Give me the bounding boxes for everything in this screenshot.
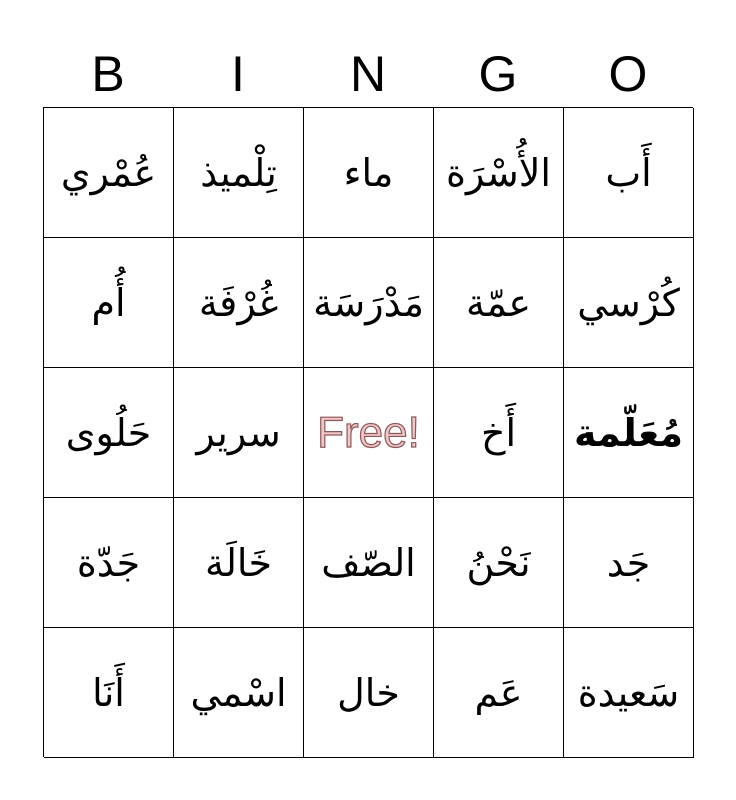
- bingo-cell[interactable]: عمّة: [434, 238, 564, 368]
- bingo-cell[interactable]: عَم: [434, 628, 564, 758]
- header-letter-g: G: [478, 46, 518, 102]
- bingo-cell[interactable]: تِلْميذ: [174, 108, 304, 238]
- bingo-cell[interactable]: اسْمي: [174, 628, 304, 758]
- bingo-cell[interactable]: سَعيدة: [564, 628, 694, 758]
- bingo-cell[interactable]: نَحْنُ: [434, 498, 564, 628]
- header-letter-b: B: [91, 46, 125, 102]
- bingo-cell[interactable]: عُمْري: [44, 108, 174, 238]
- bingo-cell[interactable]: مُعَلّمة: [564, 368, 694, 498]
- bingo-cell[interactable]: أَب: [564, 108, 694, 238]
- bingo-cell[interactable]: الصّف: [304, 498, 434, 628]
- free-space-cell[interactable]: Free!: [304, 368, 434, 498]
- header-letter-n: N: [349, 46, 387, 102]
- bingo-cell[interactable]: حَلُوى: [44, 368, 174, 498]
- bingo-cell[interactable]: أُم: [44, 238, 174, 368]
- bingo-cell[interactable]: خَالَة: [174, 498, 304, 628]
- header-letter-i: I: [231, 46, 245, 102]
- bingo-grid: [43, 107, 693, 757]
- bingo-cell[interactable]: جَدّة: [44, 498, 174, 628]
- bingo-cell[interactable]: أَنَا: [44, 628, 174, 758]
- header-letter-o: O: [608, 46, 648, 102]
- bingo-cell[interactable]: ماء: [304, 108, 434, 238]
- bingo-cell[interactable]: خال: [304, 628, 434, 758]
- bingo-cell[interactable]: سرير: [174, 368, 304, 498]
- bingo-cell[interactable]: أَخ: [434, 368, 564, 498]
- bingo-cell[interactable]: جَد: [564, 498, 694, 628]
- bingo-cell[interactable]: غُرْفَة: [174, 238, 304, 368]
- bingo-header: [43, 40, 693, 108]
- bingo-cell[interactable]: كُرْسي: [564, 238, 694, 368]
- bingo-cell[interactable]: الأُسْرَة: [434, 108, 564, 238]
- bingo-cell[interactable]: مَدْرَسَة: [304, 238, 434, 368]
